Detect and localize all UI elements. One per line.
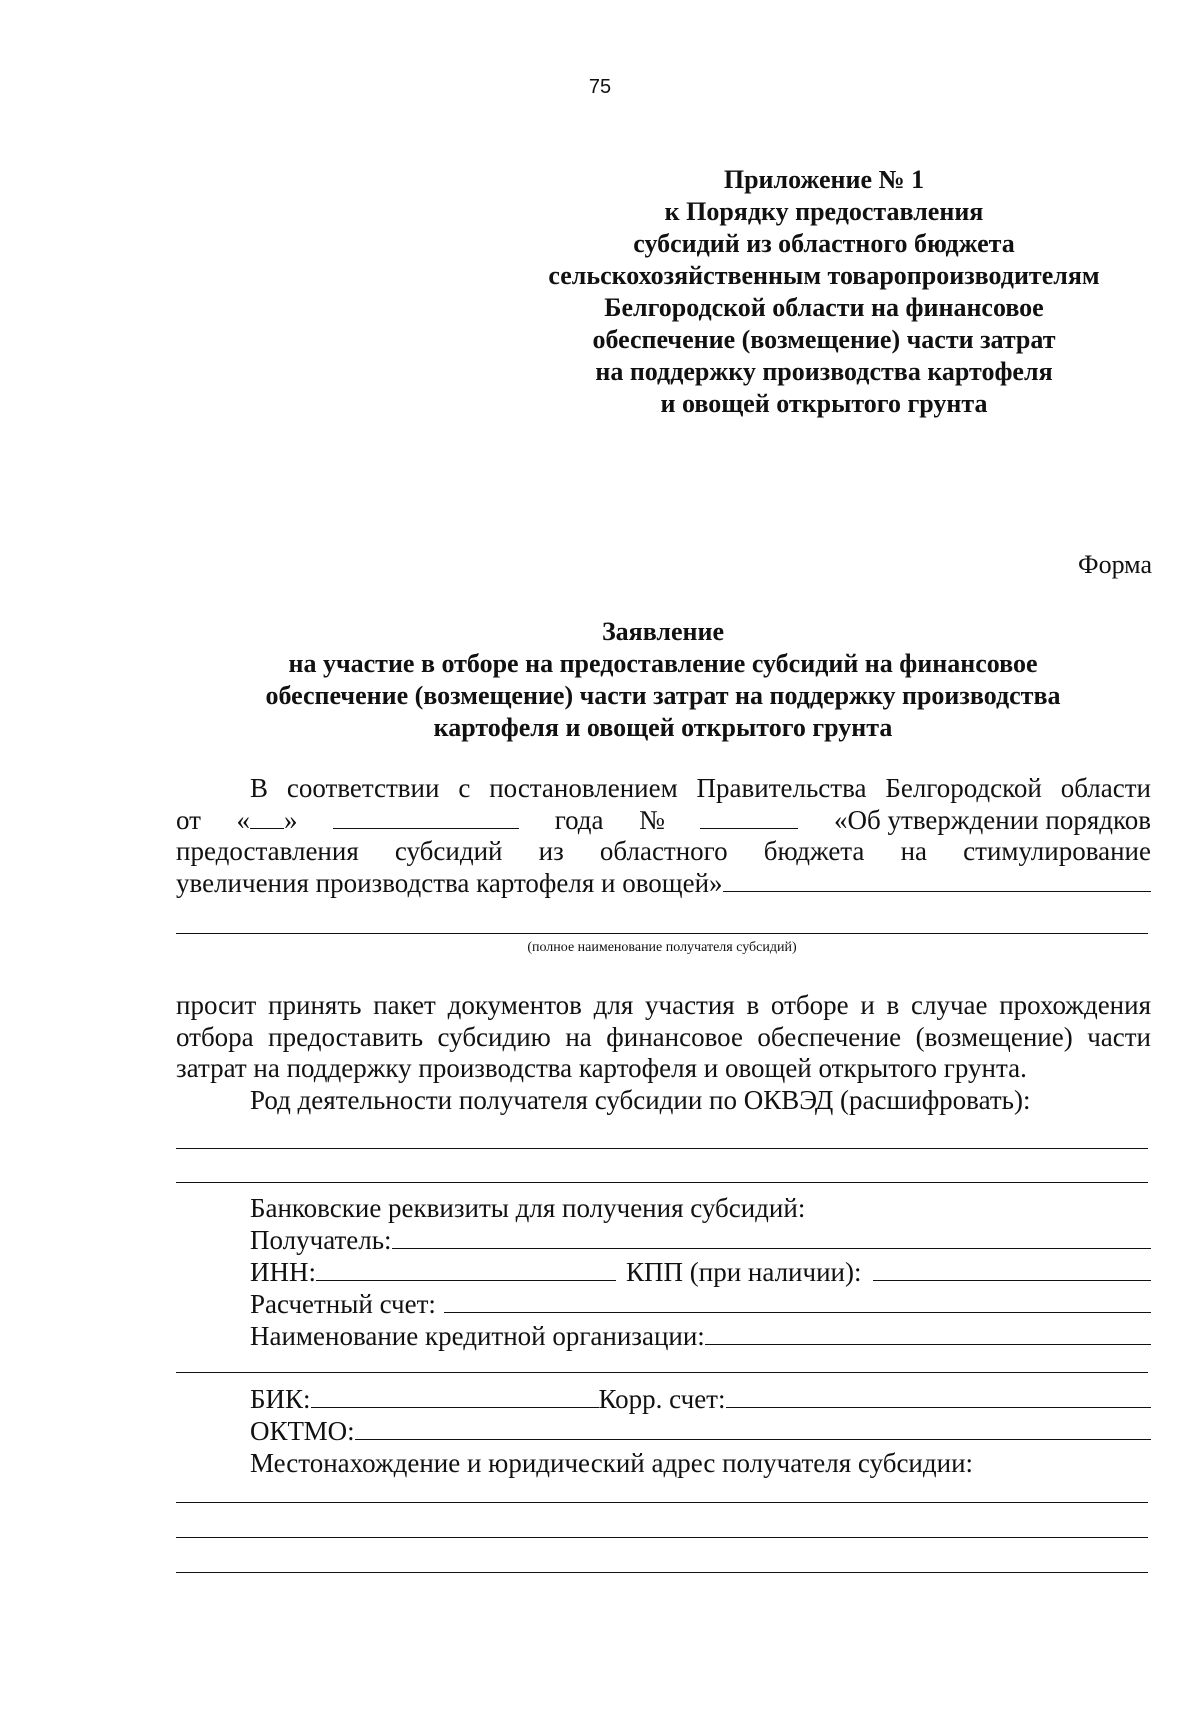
intro-line-4 (176, 868, 1151, 900)
intro-line-4-text: увеличения производства картофеля и овощей» (176, 867, 723, 898)
appendix-line: на поддержку производства картофеля (595, 357, 1053, 386)
oktmo-field[interactable] (355, 1417, 1151, 1440)
close-quote: » (284, 804, 298, 835)
credit-org-row (250, 1321, 1151, 1352)
appendix-line: к Порядку предоставления (664, 197, 984, 226)
decree-day-field[interactable] (250, 806, 284, 829)
intro-line-3: предоставления субсидий из областного бюджета на стимулирование (176, 836, 1151, 866)
okved-field-line-1[interactable] (176, 1148, 1148, 1149)
open-quote: « (236, 804, 251, 835)
account-row (250, 1289, 1151, 1320)
title-line: на участие в отборе на предоставление субсидий на финансовое (288, 649, 1038, 678)
inn-label: ИНН: (250, 1257, 316, 1287)
bank-recipient-row (250, 1225, 1151, 1256)
appendix-line: и овощей открытого грунта (660, 389, 988, 418)
request-line-3: затрат на поддержку производства картофеля и овощей открытого грунта. (176, 1053, 1027, 1083)
bank-recipient-field[interactable] (392, 1226, 1151, 1249)
credit-org-label: Наименование кредитной организации: (250, 1321, 705, 1351)
title-heading: Заявление (601, 617, 725, 646)
title-line: обеспечение (возмещение) части затрат на поддержку производства (265, 681, 1061, 710)
address-label: Местонахождение и юридический адрес получателя субсидии: (250, 1448, 974, 1478)
bik-field[interactable] (311, 1385, 599, 1408)
appendix-line: Приложение № 1 (723, 165, 925, 194)
decree-month-field[interactable] (333, 806, 519, 829)
decree-day-group (237, 805, 298, 837)
recipient-name-field-line-2[interactable] (176, 933, 1148, 934)
decree-number-field[interactable] (700, 806, 798, 829)
request-line-2: отбора предоставить субсидию на финансовое обеспечение (возмещение) части (176, 1021, 1151, 1052)
bik-corr-row (250, 1384, 1151, 1415)
intro-decree-title: «Об утверждении порядков (834, 804, 1151, 835)
corr-account-label: Корр. счет: (598, 1384, 726, 1414)
kpp-field[interactable] (873, 1258, 1151, 1281)
intro-paragraph (176, 773, 1151, 899)
oktmo-row (250, 1416, 1151, 1447)
bik-label: БИК: (250, 1384, 311, 1414)
intro-line-1: В соответствии с постановлением Правительства Белгородской области (250, 773, 1151, 803)
credit-org-field-line-2[interactable] (176, 1372, 1148, 1373)
inn-kpp-row (250, 1257, 1151, 1288)
kpp-label: КПП (при наличии): (626, 1257, 862, 1287)
appendix-header (520, 164, 1128, 420)
recipient-caption: (полное наименование получателя субсидий) (527, 940, 797, 955)
bank-recipient-label: Получатель: (250, 1225, 392, 1255)
request-line-1: просит принять пакет документов для участия в отборе и в случае прохождения (176, 990, 1151, 1020)
credit-org-field[interactable] (705, 1322, 1151, 1345)
account-field[interactable] (444, 1290, 1151, 1313)
corr-account-field[interactable] (726, 1385, 1152, 1408)
title-line: картофеля и овощей открытого грунта (433, 713, 893, 742)
document-title (176, 616, 1150, 744)
number-sign: № (639, 804, 665, 835)
form-label: Форма (1078, 550, 1152, 579)
oktmo-label: ОКТМО: (250, 1416, 355, 1446)
inn-field[interactable] (316, 1258, 616, 1281)
intro-line-2 (176, 805, 1151, 837)
address-field-line-2[interactable] (176, 1537, 1148, 1538)
account-label: Расчетный счет: (250, 1289, 436, 1319)
request-paragraph (176, 990, 1151, 1116)
recipient-name-field[interactable] (723, 869, 1151, 892)
appendix-line: сельскохозяйственным товаропроизводителям (548, 261, 1100, 290)
address-field-line-1[interactable] (176, 1502, 1148, 1503)
appendix-line: субсидий из областного бюджета (633, 229, 1015, 258)
bank-heading: Банковские реквизиты для получения субсидий: (250, 1193, 806, 1223)
intro-from: от (176, 804, 201, 835)
appendix-line: обеспечение (возмещение) части затрат (592, 325, 1056, 354)
page-number: 75 (588, 76, 612, 98)
address-field-line-3[interactable] (176, 1572, 1148, 1573)
appendix-line: Белгородской области на финансовое (604, 293, 1044, 322)
okved-field-line-2[interactable] (176, 1182, 1148, 1183)
intro-year: года (554, 804, 604, 835)
okved-label: Род деятельности получателя субсидии по ОКВЭД (расшифровать): (250, 1084, 1031, 1115)
